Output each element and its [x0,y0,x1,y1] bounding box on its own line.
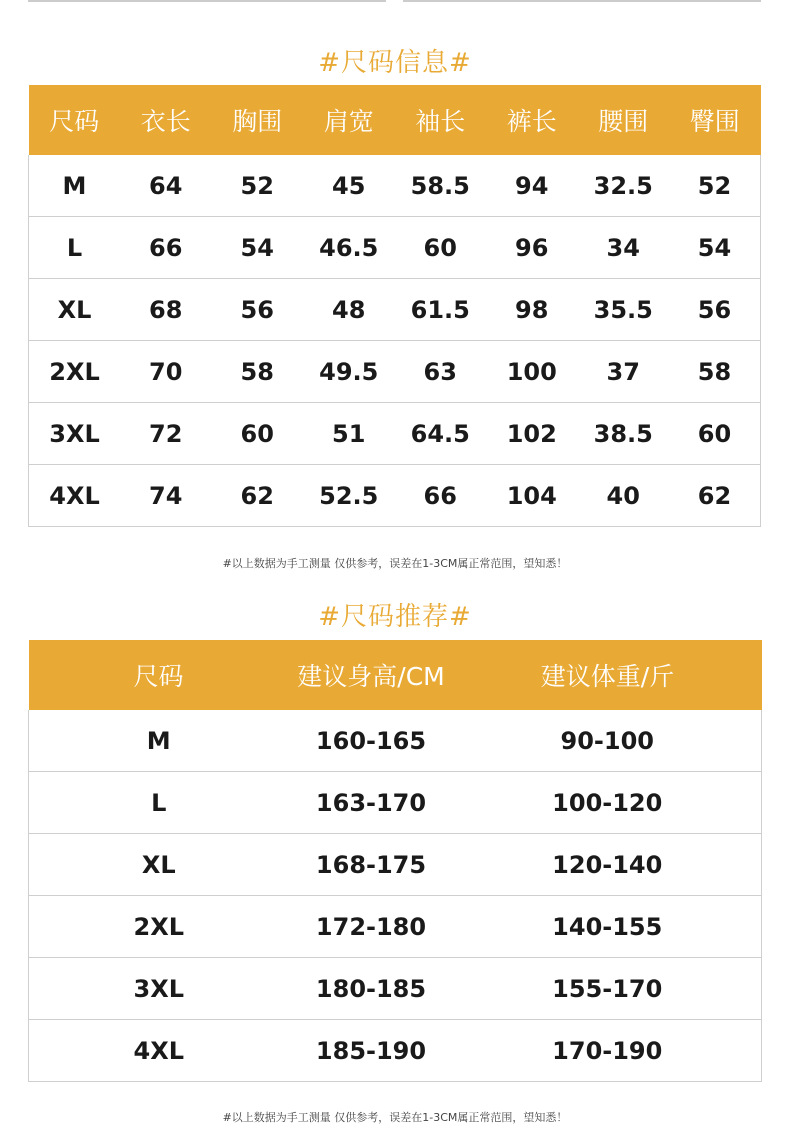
table-row [29,834,762,896]
header-hip: 臀围 [669,85,761,155]
header-waist: 腰围 [578,85,670,155]
top-divider-right [403,0,761,2]
table-cell: 100 [486,341,578,403]
table-cell: 52.5 [303,465,395,527]
table-cell: 63 [395,341,487,403]
header-chest: 胸围 [212,85,304,155]
table-cell: 58 [669,341,761,403]
table-cell: 35.5 [578,279,670,341]
table-row [29,341,761,403]
size-info-table [28,85,761,527]
table-cell: 3XL [29,403,121,465]
table-cell: 66 [395,465,487,527]
header-sleeve: 袖长 [395,85,487,155]
table-cell: 98 [486,279,578,341]
table-row [29,465,761,527]
size-recommend-title: #尺码推荐# [318,602,472,632]
size-recommend-note: #以上数据为手工测量 仅供参考，误差在1-3CM属正常范围，望知悉！ [222,1111,568,1124]
table-row [29,710,762,772]
table-cell: 3XL [29,958,289,1020]
table-cell: 32.5 [593,171,653,200]
table-cell: 52 [697,171,732,200]
table-cell: 52 [240,171,274,200]
table-cell: 61.5 [395,279,487,341]
table-cell: M [146,726,171,755]
table-cell: 48 [303,279,395,341]
table-cell: 40 [578,465,670,527]
table-row [29,958,762,1020]
table-cell: 60 [669,403,761,465]
table-cell: 104 [486,465,578,527]
header-length: 衣长 [120,85,212,155]
table-cell: 64.5 [395,403,487,465]
table-cell: 155-170 [454,958,762,1020]
table-cell: 172-180 [289,896,454,958]
table-cell: 120-140 [454,834,762,896]
header-weight: 建议体重/斤 [454,640,762,710]
size-info-title: #尺码信息# [318,48,472,78]
table-cell: 180-185 [289,958,454,1020]
table-cell: M [62,171,87,200]
table-cell: 2XL [29,896,289,958]
size-recommend-table [28,640,762,1082]
size-recommend-header-row [29,640,762,710]
table-cell: 60 [395,217,487,279]
table-cell: 94 [515,171,549,200]
table-cell: 100-120 [454,772,762,834]
table-cell: L [29,772,289,834]
table-cell: 90-100 [560,726,654,755]
table-cell: 170-190 [454,1020,762,1082]
header-height: 建议身高/CM [289,640,454,710]
table-cell: 37 [578,341,670,403]
table-cell: 51 [303,403,395,465]
table-cell: XL [29,834,289,896]
table-row [29,279,761,341]
table-cell: XL [29,279,121,341]
table-row [29,217,761,279]
top-divider-left [28,0,386,2]
header-pants-length: 裤长 [486,85,578,155]
table-cell: 62 [212,465,304,527]
table-cell: 70 [120,341,212,403]
table-cell: 74 [120,465,212,527]
table-cell: 58.5 [410,171,470,200]
table-cell: 4XL [29,465,121,527]
table-cell: 66 [120,217,212,279]
table-cell: 49.5 [303,341,395,403]
table-cell: 96 [486,217,578,279]
table-cell: 185-190 [289,1020,454,1082]
table-cell: 56 [669,279,761,341]
table-cell: 54 [669,217,761,279]
table-cell: 102 [486,403,578,465]
table-cell: 34 [578,217,670,279]
table-row [29,403,761,465]
table-cell: 140-155 [454,896,762,958]
table-row [29,1020,762,1082]
table-cell: 64 [149,171,183,200]
table-cell: 163-170 [289,772,454,834]
table-cell: 68 [120,279,212,341]
header-size: 尺码 [29,85,121,155]
table-cell: 160-165 [315,726,427,755]
table-cell: 45 [332,171,366,200]
header-size: 尺码 [29,640,289,710]
size-info-note: #以上数据为手工测量 仅供参考，误差在1-3CM属正常范围，望知悉！ [222,557,568,570]
table-cell: 38.5 [578,403,670,465]
table-cell: 58 [212,341,304,403]
table-cell: 60 [212,403,304,465]
table-cell: 4XL [29,1020,289,1082]
table-cell: 56 [212,279,304,341]
table-cell: 62 [669,465,761,527]
table-cell: 168-175 [289,834,454,896]
table-row [29,896,762,958]
table-row [29,772,762,834]
table-cell: 2XL [29,341,121,403]
table-cell: 72 [120,403,212,465]
header-shoulder: 肩宽 [303,85,395,155]
table-cell: 46.5 [303,217,395,279]
table-cell: 54 [212,217,304,279]
table-cell: L [29,217,121,279]
size-info-header-row [29,85,761,155]
table-row [29,155,761,217]
